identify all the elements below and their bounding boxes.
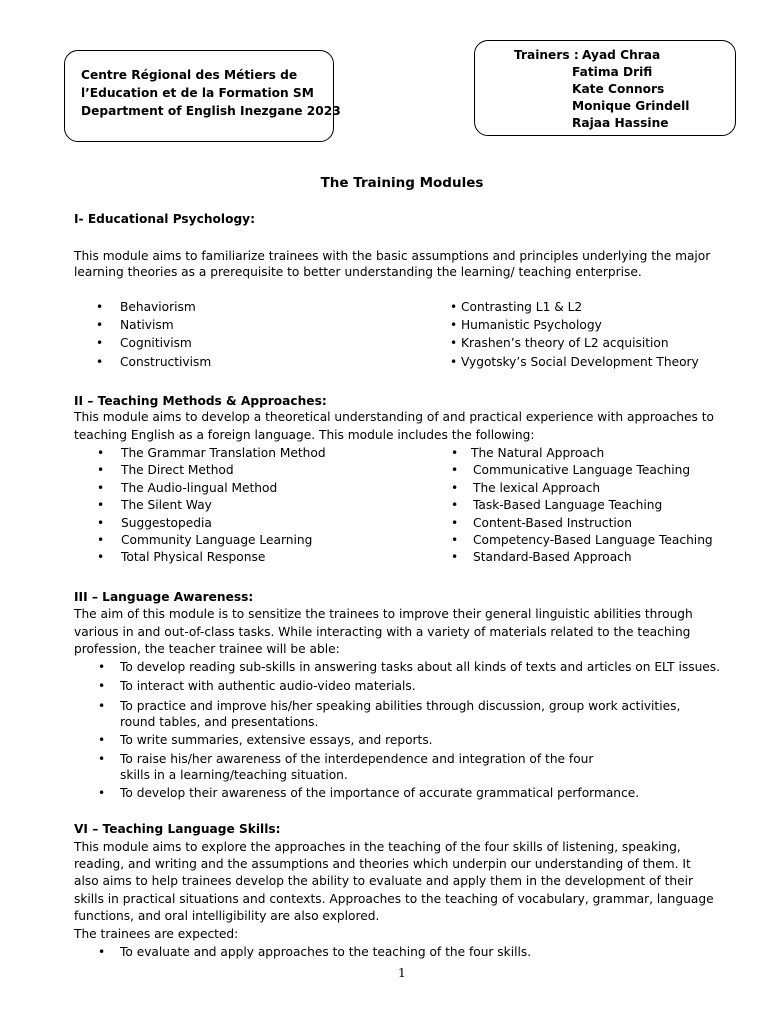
bullet-icon: • bbox=[451, 550, 459, 565]
trainer-name: Ayad Chraa bbox=[582, 48, 661, 62]
list-item: • The Audio-lingual Method bbox=[97, 480, 437, 497]
section-description-line: various in and out-of-class tasks. While interacting with a variety of materials related to the teaching bbox=[74, 625, 691, 639]
page-number: 1 bbox=[398, 966, 406, 980]
section-description-line: functions, and oral intelligibility are also explored. bbox=[74, 909, 380, 923]
section-heading: VI – Teaching Language Skills: bbox=[74, 822, 281, 836]
bullet-icon: • bbox=[97, 480, 105, 495]
section-description-line: reading, and writing and the assumptions and theories which underpin our understanding of them. It bbox=[74, 857, 691, 871]
trainer-name: Rajaa Hassine bbox=[572, 116, 669, 130]
section-description-line: This module aims to develop a theoretical understanding of and practical experience with approaches to bbox=[74, 410, 714, 424]
bullet-icon: • bbox=[451, 480, 459, 495]
bullet-icon: • bbox=[450, 300, 458, 314]
bullet-icon: • bbox=[451, 532, 459, 547]
section-description-line: This module aims to explore the approaches in the teaching of the four skills of listening, speaking, bbox=[74, 840, 681, 854]
list-item: • Community Language Learning bbox=[97, 532, 437, 549]
list-item: • Content-Based Instruction bbox=[451, 515, 751, 532]
list-item: • Task-Based Language Teaching bbox=[451, 497, 751, 514]
list-item: • Behaviorism bbox=[96, 299, 396, 317]
section-description-line: The aim of this module is to sensitize the trainees to improve their general linguistic abilities through bbox=[74, 607, 693, 621]
bullet-icon: • bbox=[98, 786, 106, 800]
bullet-icon: • bbox=[98, 752, 106, 766]
section-description-line: also aims to help trainees develop the ability to evaluate and apply them in the development of their bbox=[74, 874, 694, 888]
list-item: • Vygotsky’s Social Development Theory bbox=[450, 354, 750, 372]
list-item: • The lexical Approach bbox=[451, 480, 751, 497]
list-item: • The Grammar Translation Method bbox=[97, 445, 437, 462]
list-item: • Contrasting L1 & L2 bbox=[450, 299, 750, 317]
list-item: • Total Physical Response bbox=[97, 549, 437, 566]
bullet-icon: • bbox=[97, 498, 105, 513]
bullet-icon: • bbox=[451, 515, 459, 530]
trainer-name: Monique Grindell bbox=[572, 99, 690, 113]
bullet-icon: • bbox=[97, 532, 105, 547]
bullet-icon: • bbox=[98, 733, 106, 747]
list-item: • Nativism bbox=[96, 317, 396, 335]
bullet-icon: • bbox=[97, 446, 105, 460]
institution-box bbox=[64, 50, 341, 142]
list-item: • The Natural Approach bbox=[451, 445, 751, 462]
bullet-icon: • bbox=[96, 300, 104, 314]
bullet-icon: • bbox=[96, 336, 104, 351]
list-item: • Competency-Based Language Teaching bbox=[451, 532, 751, 549]
institution-line-3: Department of English Inezgane 2023 bbox=[81, 104, 341, 118]
list-item: • Standard-Based Approach bbox=[451, 549, 751, 566]
bullet-icon: • bbox=[97, 550, 105, 565]
section-description-line: skills in practical situations and contexts. Approaches to the teaching of vocabulary, grammar, language bbox=[74, 892, 714, 906]
bullet-icon: • bbox=[97, 463, 105, 478]
section1-left-list bbox=[96, 299, 396, 372]
bullet-icon: • bbox=[450, 336, 458, 351]
bullet-icon: • bbox=[97, 515, 105, 530]
institution-line-1: Centre Régional des Métiers de bbox=[81, 68, 298, 82]
bullet-icon: • bbox=[450, 354, 458, 369]
bullet-icon: • bbox=[98, 660, 106, 674]
trainer-name: Kate Connors bbox=[572, 82, 665, 96]
section-description-line: The trainees are expected: bbox=[74, 927, 239, 941]
bullet-icon: • bbox=[451, 446, 459, 460]
trainer-name: Fatima Drifi bbox=[572, 65, 653, 79]
section-description-line: teaching English as a foreign language. This module includes the following: bbox=[74, 428, 535, 442]
section-description-line: profession, the teacher trainee will be able: bbox=[74, 642, 340, 656]
section1-right-list bbox=[450, 299, 750, 372]
section-heading: I- Educational Psychology: bbox=[74, 212, 255, 226]
bullet-icon: • bbox=[451, 498, 459, 513]
list-item: • The Direct Method bbox=[97, 462, 437, 479]
list-item: • Suggestopedia bbox=[97, 515, 437, 532]
list-item: • Constructivism bbox=[96, 354, 396, 372]
bullet-icon: • bbox=[451, 463, 459, 478]
bullet-icon: • bbox=[96, 318, 104, 333]
section2-right-list bbox=[451, 445, 751, 567]
trainers-label: Trainers : bbox=[514, 48, 579, 62]
bullet-icon: • bbox=[98, 679, 106, 693]
bullet-icon: • bbox=[96, 354, 104, 369]
list-item: • Krashen’s theory of L2 acquisition bbox=[450, 335, 750, 353]
list-item: • Cognitivism bbox=[96, 335, 396, 353]
list-item: • The Silent Way bbox=[97, 497, 437, 514]
page-title: The Training Modules bbox=[320, 175, 484, 191]
bullet-icon: • bbox=[98, 945, 106, 959]
list-item: • Humanistic Psychology bbox=[450, 317, 750, 335]
bullet-icon: • bbox=[98, 699, 106, 713]
section-heading: III – Language Awareness: bbox=[74, 590, 254, 604]
bullet-icon: • bbox=[450, 318, 458, 333]
trainers-box bbox=[474, 40, 736, 136]
section2-left-list bbox=[97, 445, 437, 567]
section-description-line: This module aims to familiarize trainees with the basic assumptions and principles underlying the major bbox=[74, 249, 711, 263]
institution-line-2: l’Education et de la Formation SM bbox=[81, 86, 314, 100]
list-item: • Communicative Language Teaching bbox=[451, 462, 751, 479]
section-description-line: learning theories as a prerequisite to better understanding the learning/ teaching enterprise. bbox=[74, 265, 642, 279]
section-heading: II – Teaching Methods & Approaches: bbox=[74, 394, 327, 408]
